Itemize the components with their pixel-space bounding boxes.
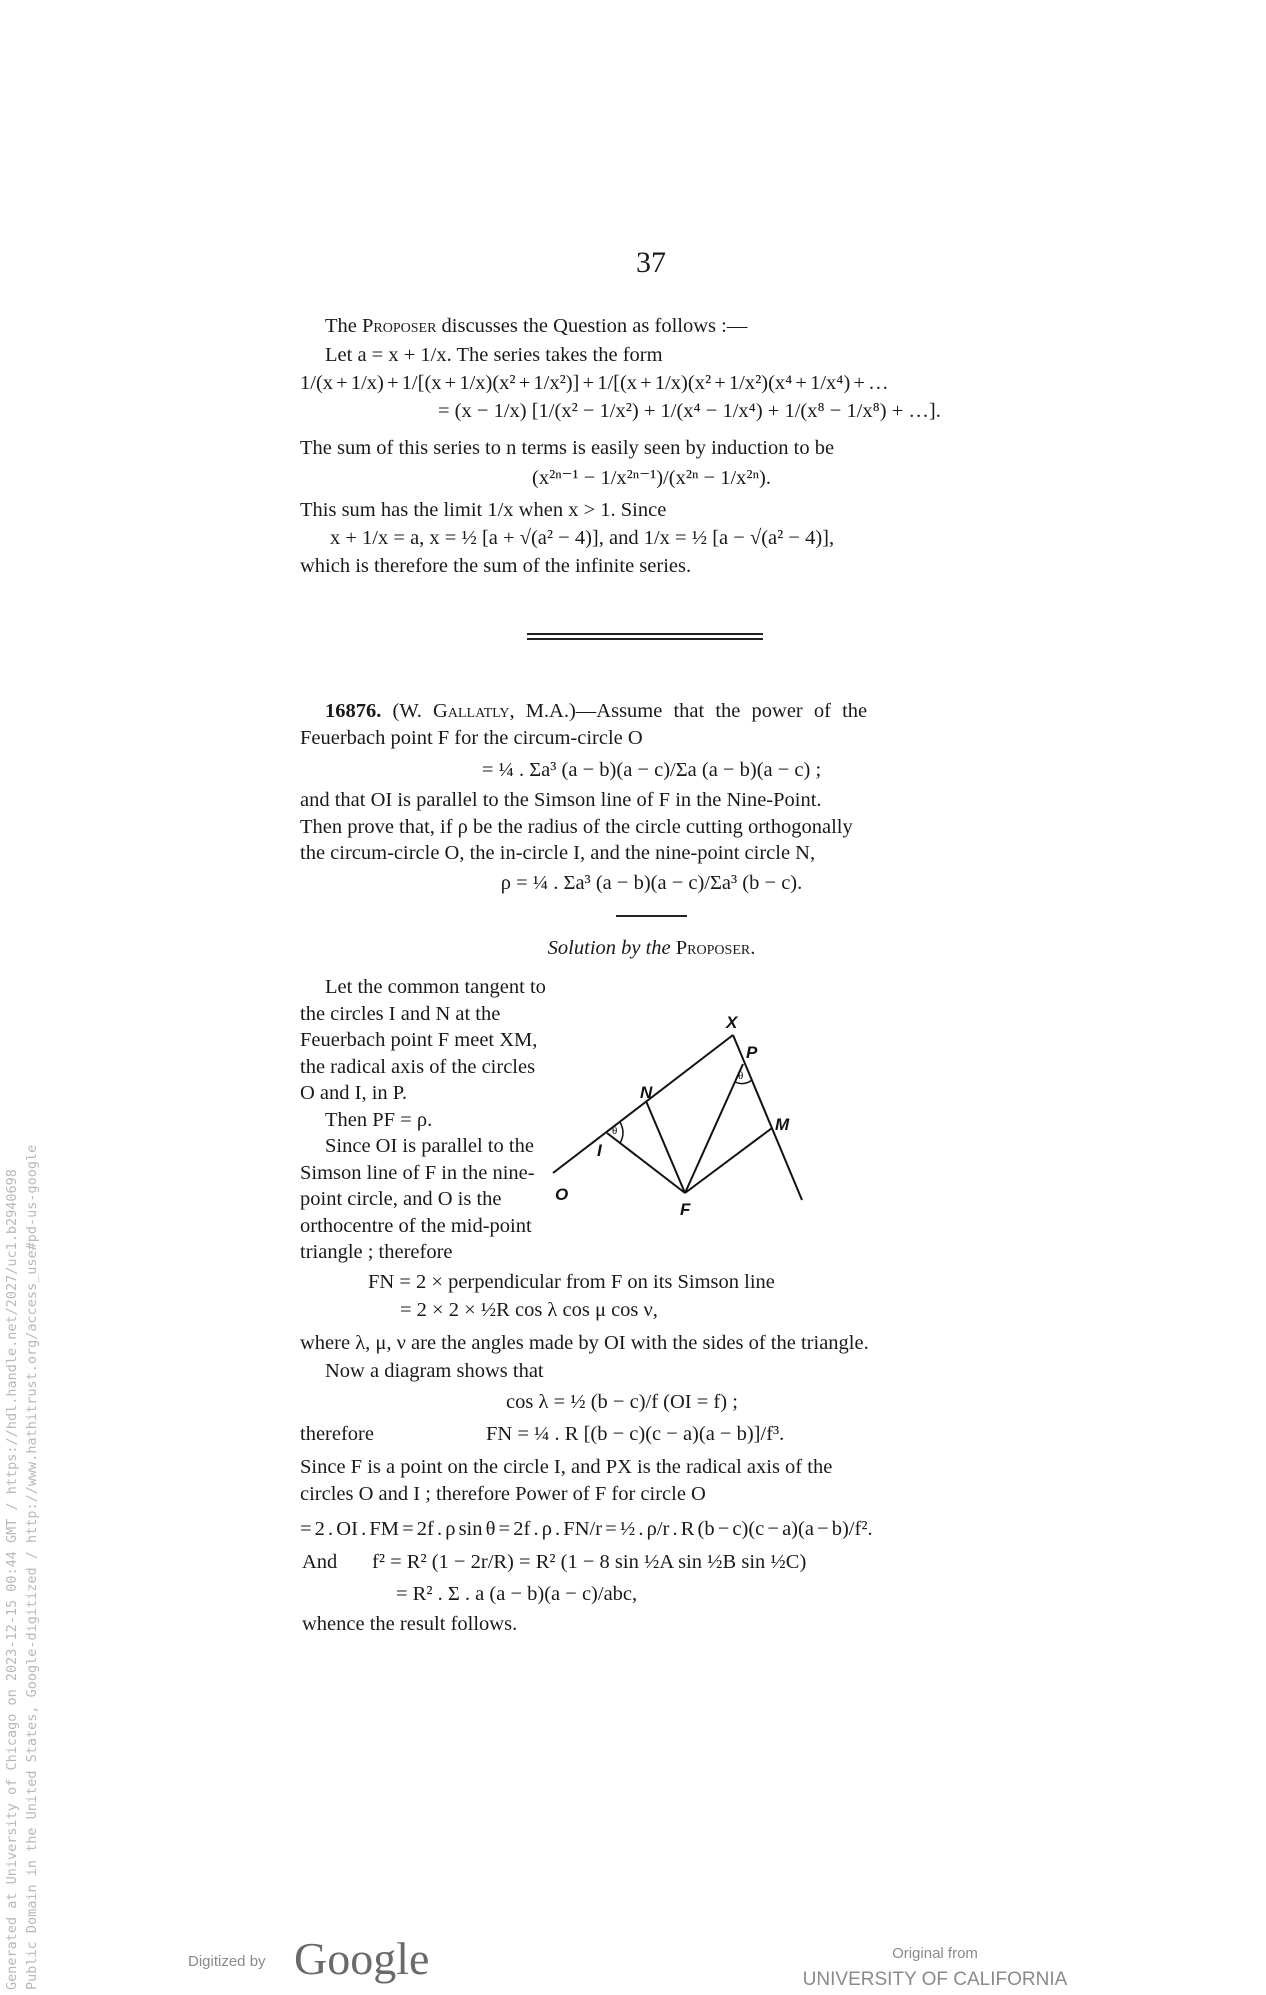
label-X: X: [726, 1013, 738, 1032]
label-I: I: [597, 1141, 602, 1160]
proposer-smallcaps: Proposer: [362, 315, 437, 337]
solution-line: And: [302, 1551, 338, 1573]
question-formula: ρ = ¼ . Σa³ (a − b)(a − c)/Σa³ (b − c).: [500, 872, 803, 894]
discussion-line: Let a = x + 1/x. The series takes the form: [325, 344, 663, 366]
text: discusses the Question as follows :—: [436, 315, 748, 337]
discussion-formula: x + 1/x = a, x = ½ [a + √(a² − 4)], and 1/x = ½ [a − √(a² − 4)],: [330, 527, 835, 549]
author-name: Gallatly: [433, 700, 510, 722]
solution-line: Since F is a point on the circle I, and PX is the radical axis of the: [300, 1456, 833, 1478]
page-number: 37: [636, 246, 666, 279]
discussion-formula: 1/(x + 1/x) + 1/[(x + 1/x)(x² + 1/x²)] + 1/[(x + 1/x)(x² + 1/x²)(x⁴ + 1/x⁴) + …: [300, 372, 889, 394]
watermark-line-1: Generated at University of Chicago on 2023-12-15 00:44 GMT / https://hdl.handle.net/2027/uc1.b2940698: [4, 1169, 20, 1990]
solution-line: whence the result follows.: [302, 1613, 518, 1635]
google-logo: Google: [294, 1933, 430, 1984]
question-line: Then prove that, if ρ be the radius of the circle cutting orthogonally: [300, 816, 853, 838]
line-FM: [685, 1128, 772, 1193]
proposer-smallcaps: Proposer.: [675, 937, 756, 959]
discussion-formula: = (x − 1/x) [1/(x² − 1/x²) + 1/(x⁴ − 1/x⁴) + 1/(x⁸ − 1/x⁸) + …].: [438, 400, 941, 422]
label-P: P: [746, 1043, 758, 1062]
line-OX: [553, 1035, 733, 1173]
solution-column-line: the circles I and N at the: [300, 1003, 501, 1025]
question-line: Feuerbach point F for the circum-circle O: [300, 727, 643, 749]
solution-column-line: Feuerbach point F meet XM,: [300, 1029, 538, 1051]
question-line: and that OI is parallel to the Simson line of F in the Nine-Point.: [300, 789, 822, 811]
text: Solution by the: [547, 937, 676, 959]
watermark-line-2: Public Domain in the United States, Google-digitized / http://www.hathitrust.org/access_use#pd-us-google: [24, 1144, 40, 1990]
solution-column-line: O and I, in P.: [300, 1082, 408, 1104]
angle-arc-I: [620, 1122, 623, 1143]
solution-column-line: the radical axis of the circles: [300, 1056, 536, 1078]
discussion-line: The sum of this series to n terms is easily seen by induction to be: [300, 437, 835, 459]
discussion-line: which is therefore the sum of the infinite series.: [300, 555, 692, 577]
solution-column-line: triangle ; therefore: [300, 1241, 453, 1263]
label-O: O: [555, 1185, 569, 1204]
solution-line: circles O and I ; therefore Power of F for circle O: [300, 1483, 706, 1505]
solution-line: FN = 2 × perpendicular from F on its Simson line: [368, 1271, 775, 1293]
original-from-label: Original from: [892, 1945, 978, 1962]
solution-column-line: Since OI is parallel to the: [325, 1135, 534, 1157]
label-N: N: [640, 1083, 653, 1102]
line-FP: [685, 1064, 743, 1193]
text: The: [325, 315, 362, 337]
text: , M.A.)—Assume that the power of the: [509, 700, 868, 722]
line-XM: [733, 1035, 802, 1200]
solution-column-line: Then PF = ρ.: [325, 1109, 433, 1131]
digitized-by-label: Digitized by: [188, 1953, 266, 1970]
solution-formula: = R² . Σ . a (a − b)(a − c)/abc,: [396, 1583, 638, 1605]
discussion-line: This sum has the limit 1/x when x > 1. Since: [300, 499, 667, 521]
solution-formula: cos λ = ½ (b − c)/f (OI = f) ;: [506, 1391, 738, 1413]
solution-column-line: Simson line of F in the nine-: [300, 1162, 535, 1184]
solution-column-line: orthocentre of the mid-point: [300, 1215, 532, 1237]
text: (W.: [381, 700, 434, 722]
solution-column-line: Let the common tangent to: [325, 976, 546, 998]
question-formula: = ¼ . Σa³ (a − b)(a − c)/Σa (a − b)(a − c) ;: [481, 759, 822, 781]
institution-name: UNIVERSITY OF CALIFORNIA: [802, 1969, 1068, 1990]
question-number: 16876.: [325, 700, 382, 722]
label-theta-P: θ: [738, 1070, 744, 1082]
discussion-formula: (x²ⁿ⁻¹ − 1/x²ⁿ⁻¹)/(x²ⁿ − 1/x²ⁿ).: [532, 467, 771, 489]
solution-formula: f² = R² (1 − 2r/R) = R² (1 − 8 sin ½A sin ½B sin ½C): [372, 1551, 807, 1573]
question-line: the circum-circle O, the in-circle I, and the nine-point circle N,: [300, 842, 816, 864]
solution-formula: = 2 . OI . FM = 2f . ρ sin θ = 2f . ρ . FN/r = ½ . ρ/r . R (b − c)(c − a)(a − b)/f².: [300, 1518, 873, 1540]
solution-line: = 2 × 2 × ½R cos λ cos μ cos ν,: [400, 1299, 658, 1321]
solution-line: where λ, μ, ν are the angles made by OI with the sides of the triangle.: [300, 1332, 869, 1354]
solution-formula: FN = ¼ . R [(b − c)(c − a)(a − b)]/f³.: [486, 1423, 785, 1445]
label-theta-I: θ: [612, 1125, 618, 1137]
label-F: F: [680, 1200, 691, 1219]
solution-column-line: point circle, and O is the: [300, 1188, 502, 1210]
label-M: M: [775, 1115, 790, 1134]
solution-line: Now a diagram shows that: [325, 1360, 544, 1382]
solution-line: therefore: [300, 1423, 374, 1445]
